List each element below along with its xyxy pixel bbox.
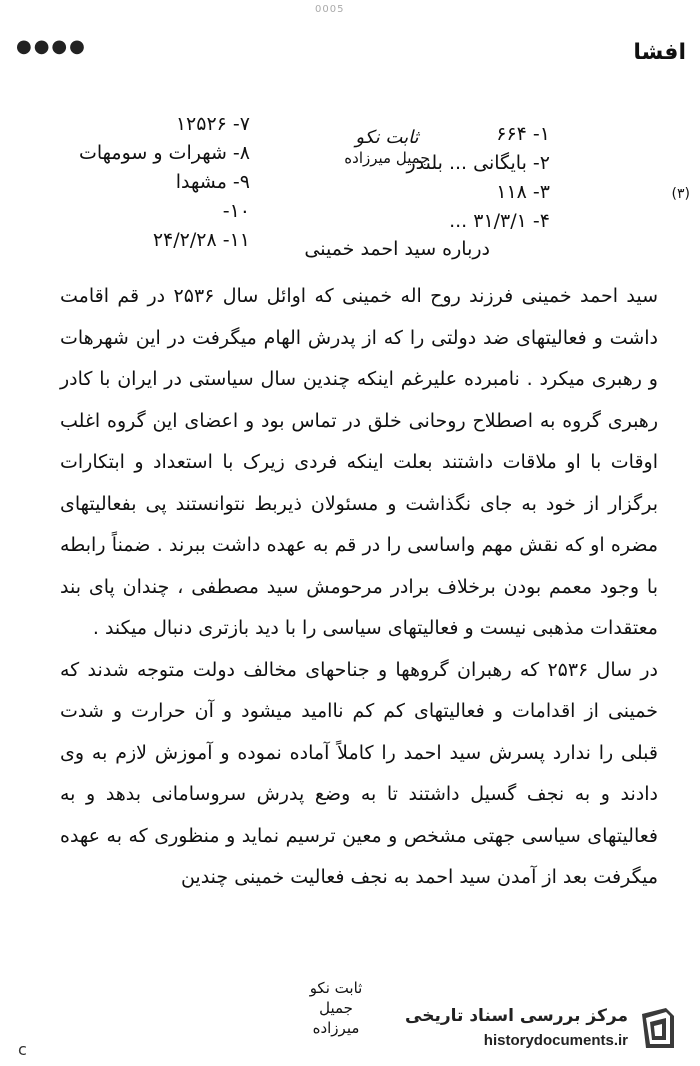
watermark-title: مرکز بررسی اسناد تاریخی — [405, 1006, 628, 1026]
corner-mark: افشا — [633, 40, 686, 65]
subject-line: درباره سید احمد خمینی — [304, 238, 490, 260]
bottom-signature-line: جمیل میرزاده — [312, 999, 360, 1037]
document-stack-icon — [636, 1004, 680, 1052]
scan-code: 0005 — [315, 4, 345, 15]
body-paragraph: سید احمد خمینی فرزند روح اله خمینی که اوائل سال ۲۵۳۶ در قم اقامت داشت و فعالیتهای ضد دولتی را که از پدرش الهام میگرفت در این شهرهات و رهبری میکرد . نامبرده علیرغم اینکه چندین سال سیاستی در ایران با کادر رهبری گروه به اصطلاح روحانی خلق در تماس بود و اعضای این گروه اغلب اوقات با او ملاقات داشتند بعلت اینکه فردی زیرک با استعداد و ابتکارات برگزار از خود به جای نگذاشت و مسئولان ذیربط نتوانستند پی بفعالیتهای مضره او که نقش مهم واساسی را در قم به عهده داشت ببرند . ضمناً رابطه با وجود معمم بودن برخلاف برادر مرحومش سید مصطفی ، چندان پای بند معتقدات مذهبی نیست و فعالیتهای سیاسی را با دید بازتری دنبال میکند . — [60, 285, 658, 639]
body-paragraph: در سال ۲۵۳۶ که رهبران گروهها و جناحهای مخالف دولت متوجه شدند که خمینی از اقدامات و فعالیتهای کم کم ناامید میشود و آن حرارت و شدت قبلی را ندارد پسرش سید احمد را کاملاً آماده نموده و آموزش لازم به وی دادند و به نجف گسیل داشتند تا به وضع پدرش سروسامانی بدهد و به فعالیتهای سیاسی جهتی مشخص و معین ترسیم نماید و منظوری که به عهده میگرفت بعد از آمدن سید احمد به نجف فعالیت خمینی چندین — [60, 658, 658, 888]
document-body — [60, 276, 658, 899]
bottom-signature-line: ثابت نکو — [309, 979, 363, 997]
top-signature-line: ثابت نکو — [355, 127, 419, 148]
meta-left-line: ۱۱- ۲۴/۲/۲۸ — [152, 229, 250, 251]
top-signature-line: جمیل میرزاده — [344, 149, 430, 167]
meta-right-line: ۱- ۶۶۴ — [496, 123, 550, 145]
meta-left-line: ۱۰- — [222, 200, 250, 222]
meta-left-line: ۹- مشهدا — [175, 171, 250, 193]
meta-right-line: ۲- بایگانی ... بلندر — [406, 152, 550, 174]
corner-letter: c — [18, 1040, 27, 1059]
meta-left-line: ۸- شهرات و سومهات — [78, 142, 250, 164]
top-signature — [342, 128, 432, 168]
scan-dots: ●●●● — [16, 36, 87, 57]
meta-right-line: ۴- ۳۱/۳/۱ ... — [449, 210, 550, 232]
meta-left-list — [80, 110, 250, 255]
bottom-signature — [296, 978, 376, 1038]
watermark — [406, 1000, 686, 1058]
margin-number: (۳) — [671, 186, 690, 202]
meta-left-line: ۷- ۱۲۵۲۶ — [175, 113, 250, 135]
meta-right-line: ۳- ۱۱۸ — [496, 181, 550, 203]
watermark-url: historydocuments.ir — [483, 1032, 628, 1049]
